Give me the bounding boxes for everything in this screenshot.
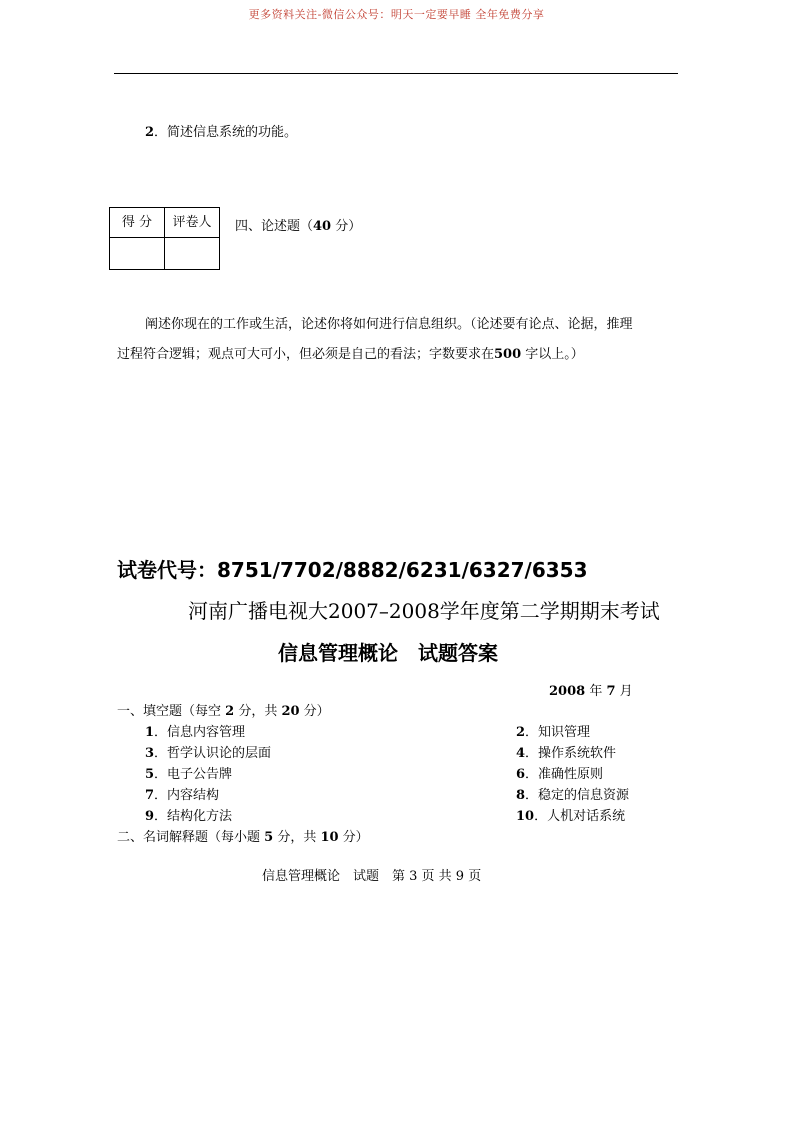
paper-code: 试卷代号：8751/7702/8882/6231/6327/6353 bbox=[117, 558, 588, 582]
answer-number: 5 bbox=[145, 767, 155, 782]
answer-item bbox=[145, 763, 232, 782]
grader-cell bbox=[165, 238, 220, 270]
exam-date bbox=[549, 680, 633, 699]
answer-text: ．结构化方法 bbox=[154, 809, 233, 824]
score-table bbox=[109, 207, 220, 270]
section-4-points: 40 bbox=[313, 219, 332, 234]
essay-line-2-pre: 过程符合逻辑；观点可大可小，但必须是自己的看法；字数要求在 bbox=[117, 347, 495, 362]
answer-item bbox=[516, 763, 603, 782]
answer-number: 10 bbox=[516, 809, 535, 824]
question-2 bbox=[145, 121, 297, 140]
answer-number: 2 bbox=[516, 725, 526, 740]
score-cell bbox=[110, 238, 165, 270]
answer-title: 信息管理概论 试题答案 bbox=[278, 641, 498, 665]
section-4-post: 分） bbox=[331, 219, 362, 234]
question-2-number: 2 bbox=[145, 125, 155, 140]
section-1-per-blank: 2 bbox=[225, 704, 235, 719]
answer-item bbox=[145, 721, 245, 740]
answer-text: ．操作系统软件 bbox=[525, 746, 617, 761]
answer-item bbox=[145, 805, 232, 824]
section-4-heading bbox=[235, 215, 361, 234]
exam-title: 河南广播电视大2007–2008学年度第二学期期末考试 bbox=[188, 599, 660, 623]
section-1-pre: 一、填空题（每空 bbox=[117, 704, 226, 719]
section-2-total: 10 bbox=[320, 830, 339, 845]
essay-prompt bbox=[117, 310, 677, 370]
answer-item bbox=[516, 721, 590, 740]
answer-text: ．稳定的信息资源 bbox=[525, 788, 630, 803]
date-year-label: 年 bbox=[585, 684, 607, 699]
answer-number: 4 bbox=[516, 746, 526, 761]
answer-text: ．人机对话系统 bbox=[534, 809, 626, 824]
section-2-pre: 二、名词解释题（每小题 bbox=[117, 830, 265, 845]
answer-number: 9 bbox=[145, 809, 155, 824]
answer-item bbox=[516, 805, 625, 824]
answer-number: 3 bbox=[145, 746, 155, 761]
section-4-pre: 四、论述题（ bbox=[235, 219, 314, 234]
section-2-heading bbox=[117, 826, 369, 845]
grader-header: 评卷人 bbox=[165, 208, 220, 238]
answer-item bbox=[145, 784, 219, 803]
date-month: 7 bbox=[606, 684, 616, 699]
answer-number: 7 bbox=[145, 788, 155, 803]
answer-item bbox=[516, 784, 629, 803]
answer-text: ．内容结构 bbox=[154, 788, 220, 803]
essay-line-2 bbox=[117, 340, 677, 370]
page-footer: 信息管理概论 试题 第 3 页 共 9 页 bbox=[262, 869, 482, 884]
section-1-post: 分） bbox=[299, 704, 330, 719]
section-2-per-item: 5 bbox=[264, 830, 274, 845]
answer-text: ．信息内容管理 bbox=[154, 725, 246, 740]
answer-text: ．电子公告牌 bbox=[154, 767, 233, 782]
essay-line-2-post: 字以上。） bbox=[521, 347, 584, 362]
date-month-label: 月 bbox=[615, 684, 633, 699]
score-header: 得 分 bbox=[110, 208, 165, 238]
essay-line-1-text: 阐述你现在的工作或生活，论述你将如何进行信息组织。（论述要有论点、论据，推理 bbox=[145, 317, 633, 332]
section-1-total: 20 bbox=[281, 704, 300, 719]
answer-item bbox=[145, 742, 271, 761]
essay-line-1 bbox=[117, 310, 677, 340]
answer-text: ．知识管理 bbox=[525, 725, 591, 740]
header-rule bbox=[114, 73, 678, 74]
date-year: 2008 bbox=[549, 684, 586, 699]
answer-text: ．准确性原则 bbox=[525, 767, 604, 782]
answer-number: 8 bbox=[516, 788, 526, 803]
section-1-mid: 分，共 bbox=[234, 704, 282, 719]
answer-text: ．哲学认识论的层面 bbox=[154, 746, 272, 761]
section-2-mid: 分，共 bbox=[273, 830, 321, 845]
answer-number: 6 bbox=[516, 767, 526, 782]
answer-number: 1 bbox=[145, 725, 155, 740]
header-banner: 更多资料关注-微信公众号：明天一定要早睡 全年免费分享 bbox=[248, 8, 545, 21]
essay-word-count: 500 bbox=[494, 347, 522, 362]
section-2-post: 分） bbox=[338, 830, 369, 845]
section-1-heading bbox=[117, 700, 330, 719]
answer-item bbox=[516, 742, 616, 761]
question-2-text: ．简述信息系统的功能。 bbox=[154, 125, 298, 140]
